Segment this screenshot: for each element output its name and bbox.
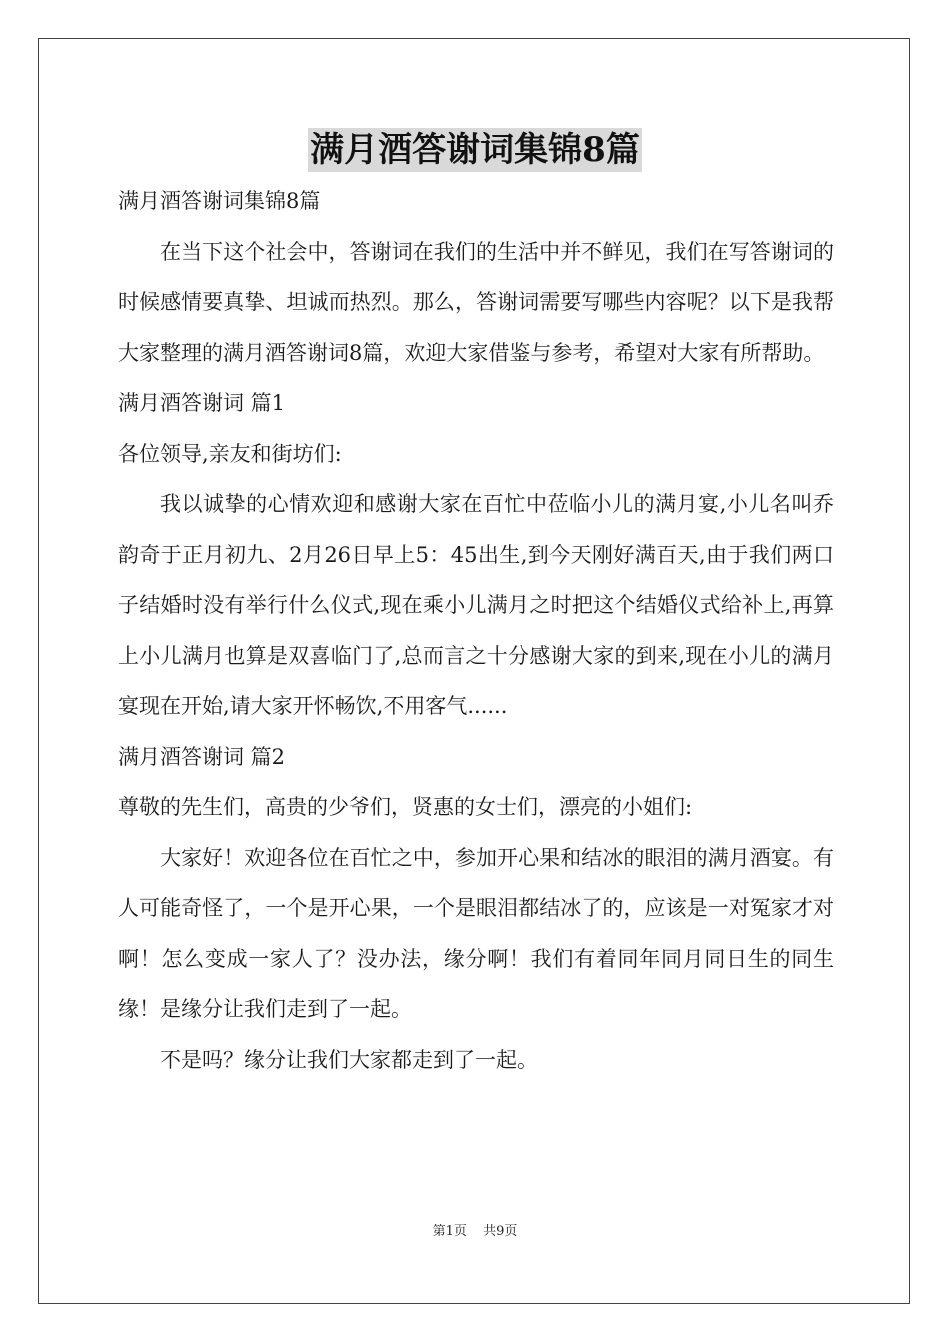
page-total: 共9页 bbox=[483, 1224, 518, 1239]
page-footer bbox=[0, 1220, 950, 1239]
body-paragraph: 不是吗？缘分让我们大家都走到了一起。 bbox=[160, 1047, 538, 1072]
section-heading: 满月酒答谢词 篇1 bbox=[118, 391, 286, 415]
title-wrap bbox=[0, 128, 950, 172]
document-body bbox=[118, 176, 834, 1085]
salutation: 尊敬的先生们，高贵的少爷们，贤惠的女士们，漂亮的小姐们: bbox=[118, 795, 693, 819]
document-title: 满月酒答谢词集锦8篇 bbox=[310, 130, 640, 170]
section-heading: 满月酒答谢词 篇2 bbox=[118, 744, 286, 769]
intro-paragraph: 在当下这个社会中，答谢词在我们的生活中并不鲜见，我们在写答谢词的时候感情要真挚、坦诚而热烈。那么，答谢词需要写哪些内容呢？以下是我帮大家整理的满月酒答谢词8篇，欢迎大家借鉴与参考，希望对大家有所帮助。 bbox=[118, 239, 834, 365]
document-subtitle: 满月酒答谢词集锦8篇 bbox=[118, 189, 321, 213]
body-paragraph: 我以诚挚的心情欢迎和感谢大家在百忙中莅临小儿的满月宴,小儿名叫乔韵奇于正月初九、2月26日早上5：45出生,到今天刚好满百天,由于我们两口子结婚时没有举行什么仪式,现在乘小儿满月之时把这个结婚仪式给补上,再算上小儿满月也算是双喜临门了,总而言之十分感谢大家的到来,现在小儿的满月宴现在开始,请大家开怀畅饮,不用客气...... bbox=[118, 492, 834, 718]
page-number: 第1页 bbox=[432, 1224, 467, 1239]
salutation: 各位领导,亲友和街坊们: bbox=[118, 441, 342, 466]
body-paragraph: 大家好！欢迎各位在百忙之中，参加开心果和结冰的眼泪的满月酒宴。有人可能奇怪了，一个是开心果，一个是眼泪都结冰了的，应该是一对冤家才对啊！怎么变成一家人了？没办法，缘分啊！我们有着同年同月同日生的同生缘！是缘分让我们走到了一起。 bbox=[118, 845, 834, 1021]
